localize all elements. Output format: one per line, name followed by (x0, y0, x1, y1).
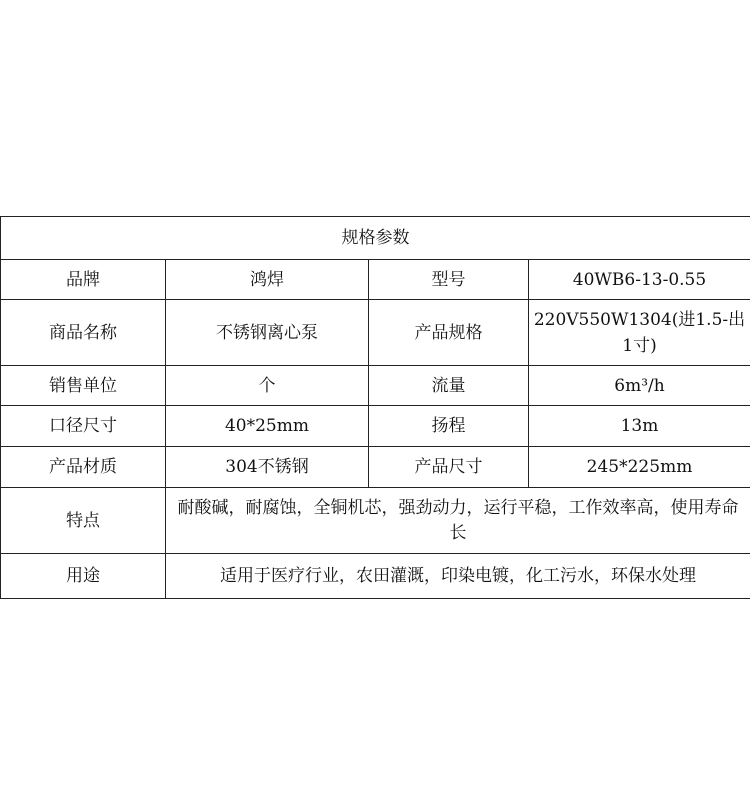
table-row (1, 406, 750, 447)
table-title: 规格参数 (1, 217, 750, 260)
table-title-row (1, 217, 750, 260)
sales-unit-value: 个 (166, 366, 369, 406)
caliber-value: 40*25mm (166, 406, 369, 447)
material-label: 产品材质 (1, 447, 166, 488)
product-spec-label: 产品规格 (369, 300, 529, 366)
product-name-value: 不锈钢离心泵 (166, 300, 369, 366)
head-value: 13m (529, 406, 750, 447)
model-label: 型号 (369, 260, 529, 300)
brand-value: 鸿焊 (166, 260, 369, 300)
product-spec-value: 220V550W1304(进1.5-出1寸) (529, 300, 750, 366)
flow-label: 流量 (369, 366, 529, 406)
features-value: 耐酸碱，耐腐蚀，全铜机芯，强劲动力，运行平稳，工作效率高，使用寿命长 (166, 488, 750, 554)
model-value: 40WB6-13-0.55 (529, 260, 750, 300)
flow-value: 6m³/h (529, 366, 750, 406)
product-size-value: 245*225mm (529, 447, 750, 488)
sales-unit-label: 销售单位 (1, 366, 166, 406)
product-size-label: 产品尺寸 (369, 447, 529, 488)
features-label: 特点 (1, 488, 166, 554)
usage-label: 用途 (1, 554, 166, 599)
spec-table (0, 216, 750, 599)
table-row (1, 260, 750, 300)
table-row (1, 300, 750, 366)
material-value: 304不锈钢 (166, 447, 369, 488)
brand-label: 品牌 (1, 260, 166, 300)
product-name-label: 商品名称 (1, 300, 166, 366)
table-row (1, 366, 750, 406)
table-row (1, 554, 750, 599)
head-label: 扬程 (369, 406, 529, 447)
table-row (1, 488, 750, 554)
table-row (1, 447, 750, 488)
caliber-label: 口径尺寸 (1, 406, 166, 447)
usage-value: 适用于医疗行业，农田灌溉，印染电镀，化工污水，环保水处理 (166, 554, 750, 599)
